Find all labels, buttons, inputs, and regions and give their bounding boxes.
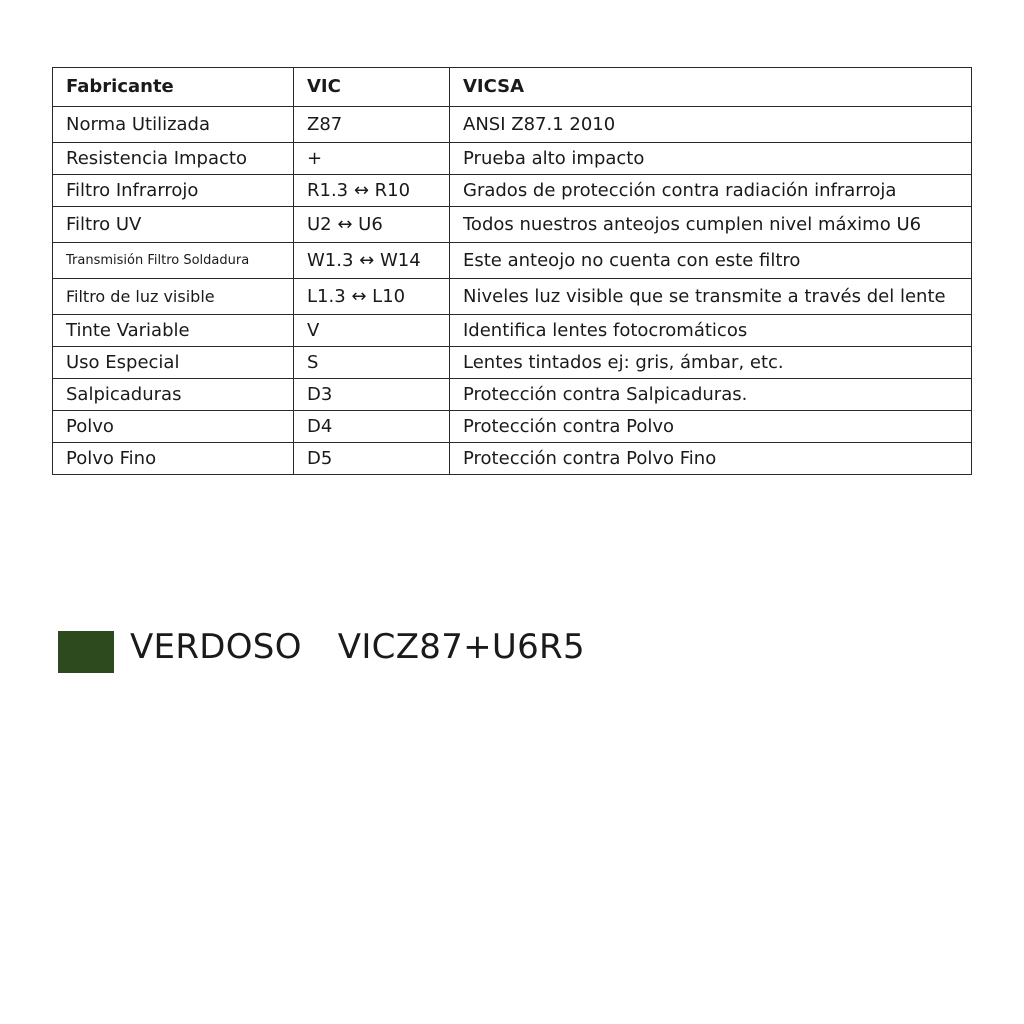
table-row	[53, 379, 972, 411]
row-label: Polvo Fino	[53, 443, 294, 475]
row-description: Grados de protección contra radiación infrarroja	[450, 175, 972, 207]
row-label: Transmisión Filtro Soldadura	[53, 243, 294, 279]
table-header-row	[53, 68, 972, 107]
table-row	[53, 279, 972, 315]
header-fabricante: Fabricante	[53, 68, 294, 107]
row-label: Norma Utilizada	[53, 107, 294, 143]
row-description: Niveles luz visible que se transmite a través del lente	[450, 279, 972, 315]
row-label: Salpicaduras	[53, 379, 294, 411]
row-label: Uso Especial	[53, 347, 294, 379]
table-row	[53, 443, 972, 475]
row-code: W1.3 ↔ W14	[294, 243, 450, 279]
row-description: Lentes tintados ej: gris, ámbar, etc.	[450, 347, 972, 379]
table-row	[53, 411, 972, 443]
row-code: L1.3 ↔ L10	[294, 279, 450, 315]
shade-legend	[58, 620, 585, 674]
table-row	[53, 175, 972, 207]
row-code: +	[294, 143, 450, 175]
table-row	[53, 143, 972, 175]
row-description: Protección contra Polvo	[450, 411, 972, 443]
table-row	[53, 315, 972, 347]
row-code: D5	[294, 443, 450, 475]
row-code: U2 ↔ U6	[294, 207, 450, 243]
header-vic: VIC	[294, 68, 450, 107]
row-label: Filtro Infrarrojo	[53, 175, 294, 207]
table-row	[53, 347, 972, 379]
table-row	[53, 243, 972, 279]
row-code: D4	[294, 411, 450, 443]
row-code: S	[294, 347, 450, 379]
row-description: ANSI Z87.1 2010	[450, 107, 972, 143]
table-row	[53, 207, 972, 243]
row-code: V	[294, 315, 450, 347]
row-code: Z87	[294, 107, 450, 143]
row-code: R1.3 ↔ R10	[294, 175, 450, 207]
row-description: Protección contra Polvo Fino	[450, 443, 972, 475]
row-label: Resistencia Impacto	[53, 143, 294, 175]
row-description: Este anteojo no cuenta con este filtro	[450, 243, 972, 279]
row-label: Filtro de luz visible	[53, 279, 294, 315]
row-label: Polvo	[53, 411, 294, 443]
shade-name: VERDOSO	[130, 627, 302, 667]
row-description: Identifica lentes fotocromáticos	[450, 315, 972, 347]
row-code: D3	[294, 379, 450, 411]
row-description: Protección contra Salpicaduras.	[450, 379, 972, 411]
table-row	[53, 107, 972, 143]
row-label: Filtro UV	[53, 207, 294, 243]
row-label: Tinte Variable	[53, 315, 294, 347]
row-description: Todos nuestros anteojos cumplen nivel máximo U6	[450, 207, 972, 243]
product-code: VICZ87+U6R5	[337, 627, 585, 667]
specification-table	[52, 67, 972, 475]
row-description: Prueba alto impacto	[450, 143, 972, 175]
header-vicsa: VICSA	[450, 68, 972, 107]
shade-color-swatch	[58, 631, 114, 673]
